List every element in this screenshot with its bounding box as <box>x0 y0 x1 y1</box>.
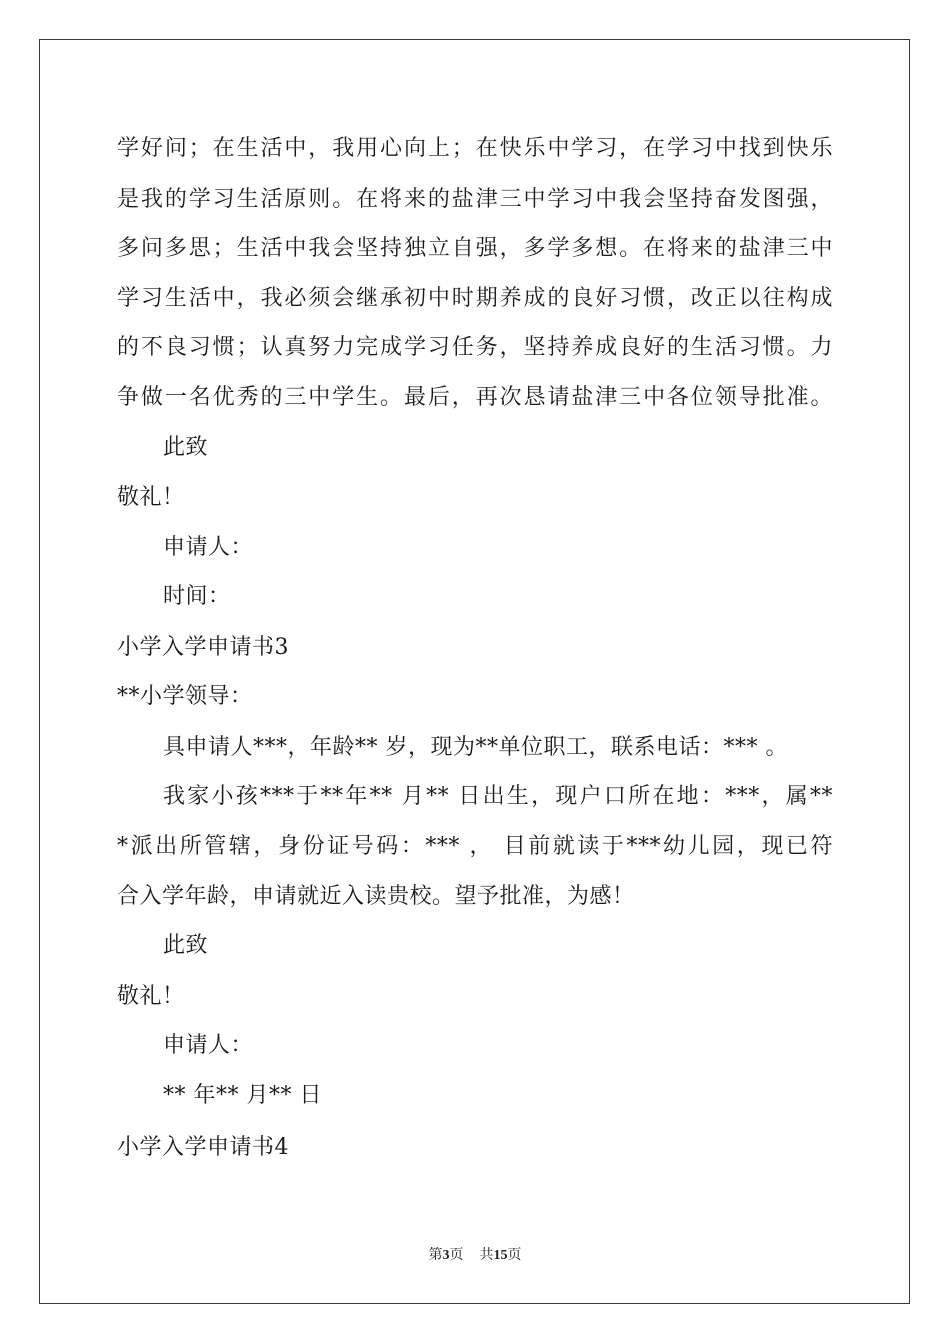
total-label-suffix: 页 <box>507 1248 522 1263</box>
page-number: 3 <box>442 1248 450 1263</box>
paragraph-line: 的不良习惯；认真努力完成学习任务，坚持养成良好的生活习惯。力 <box>117 335 833 360</box>
page-label-prefix: 第 <box>428 1248 443 1263</box>
paragraph-line: 争做一名优秀的三中学生。最后，再次恳请盐津三中各位领导批准。 <box>117 385 833 410</box>
page-footer <box>0 1246 950 1266</box>
total-pages: 15 <box>493 1248 508 1263</box>
page-border <box>39 39 910 1304</box>
paragraph-line: 学好问；在生活中，我用心向上；在快乐中学习，在学习中找到快乐 <box>117 136 833 161</box>
paragraph-line: 我家小孩***于**年** 月** 日出生，现户口所在地：***，属** <box>163 784 833 809</box>
paragraph-line: 是我的学习生活原则。在将来的盐津三中学习中我会坚持奋发图强， <box>117 187 833 212</box>
paragraph-line: 学习生活中，我必须会继承初中时期养成的良好习惯，改正以往构成 <box>117 286 833 311</box>
date-label: 时间： <box>163 584 231 609</box>
page-label-suffix: 页 <box>449 1248 464 1263</box>
paragraph-line: 多问多思；生活中我会坚持独立自强，多学多想。在将来的盐津三中 <box>117 236 833 261</box>
section-title: 小学入学申请书4 <box>117 1135 289 1160</box>
paragraph-line: 合入学年龄，申请就近入读贵校。望予批准，为感！ <box>117 884 635 909</box>
closing-respect: 敬礼！ <box>117 984 185 1009</box>
date-line: ** 年** 月** 日 <box>163 1083 322 1108</box>
total-label-prefix: 共 <box>479 1248 494 1263</box>
closing-salutation: 此致 <box>163 435 209 460</box>
closing-respect: 敬礼！ <box>117 485 185 510</box>
closing-salutation: 此致 <box>163 933 209 958</box>
applicant-label: 申请人： <box>163 535 254 560</box>
paragraph-line: 具申请人***，年龄** 岁，现为**单位职工，联系电话：*** 。 <box>163 735 788 760</box>
letter-addressee: **小学领导： <box>117 684 253 709</box>
paragraph-line: *派出所管辖，身份证号码：*** ， 目前就读于***幼儿园，现已符 <box>117 834 833 859</box>
applicant-label: 申请人： <box>163 1033 254 1058</box>
section-title: 小学入学申请书3 <box>117 635 289 660</box>
